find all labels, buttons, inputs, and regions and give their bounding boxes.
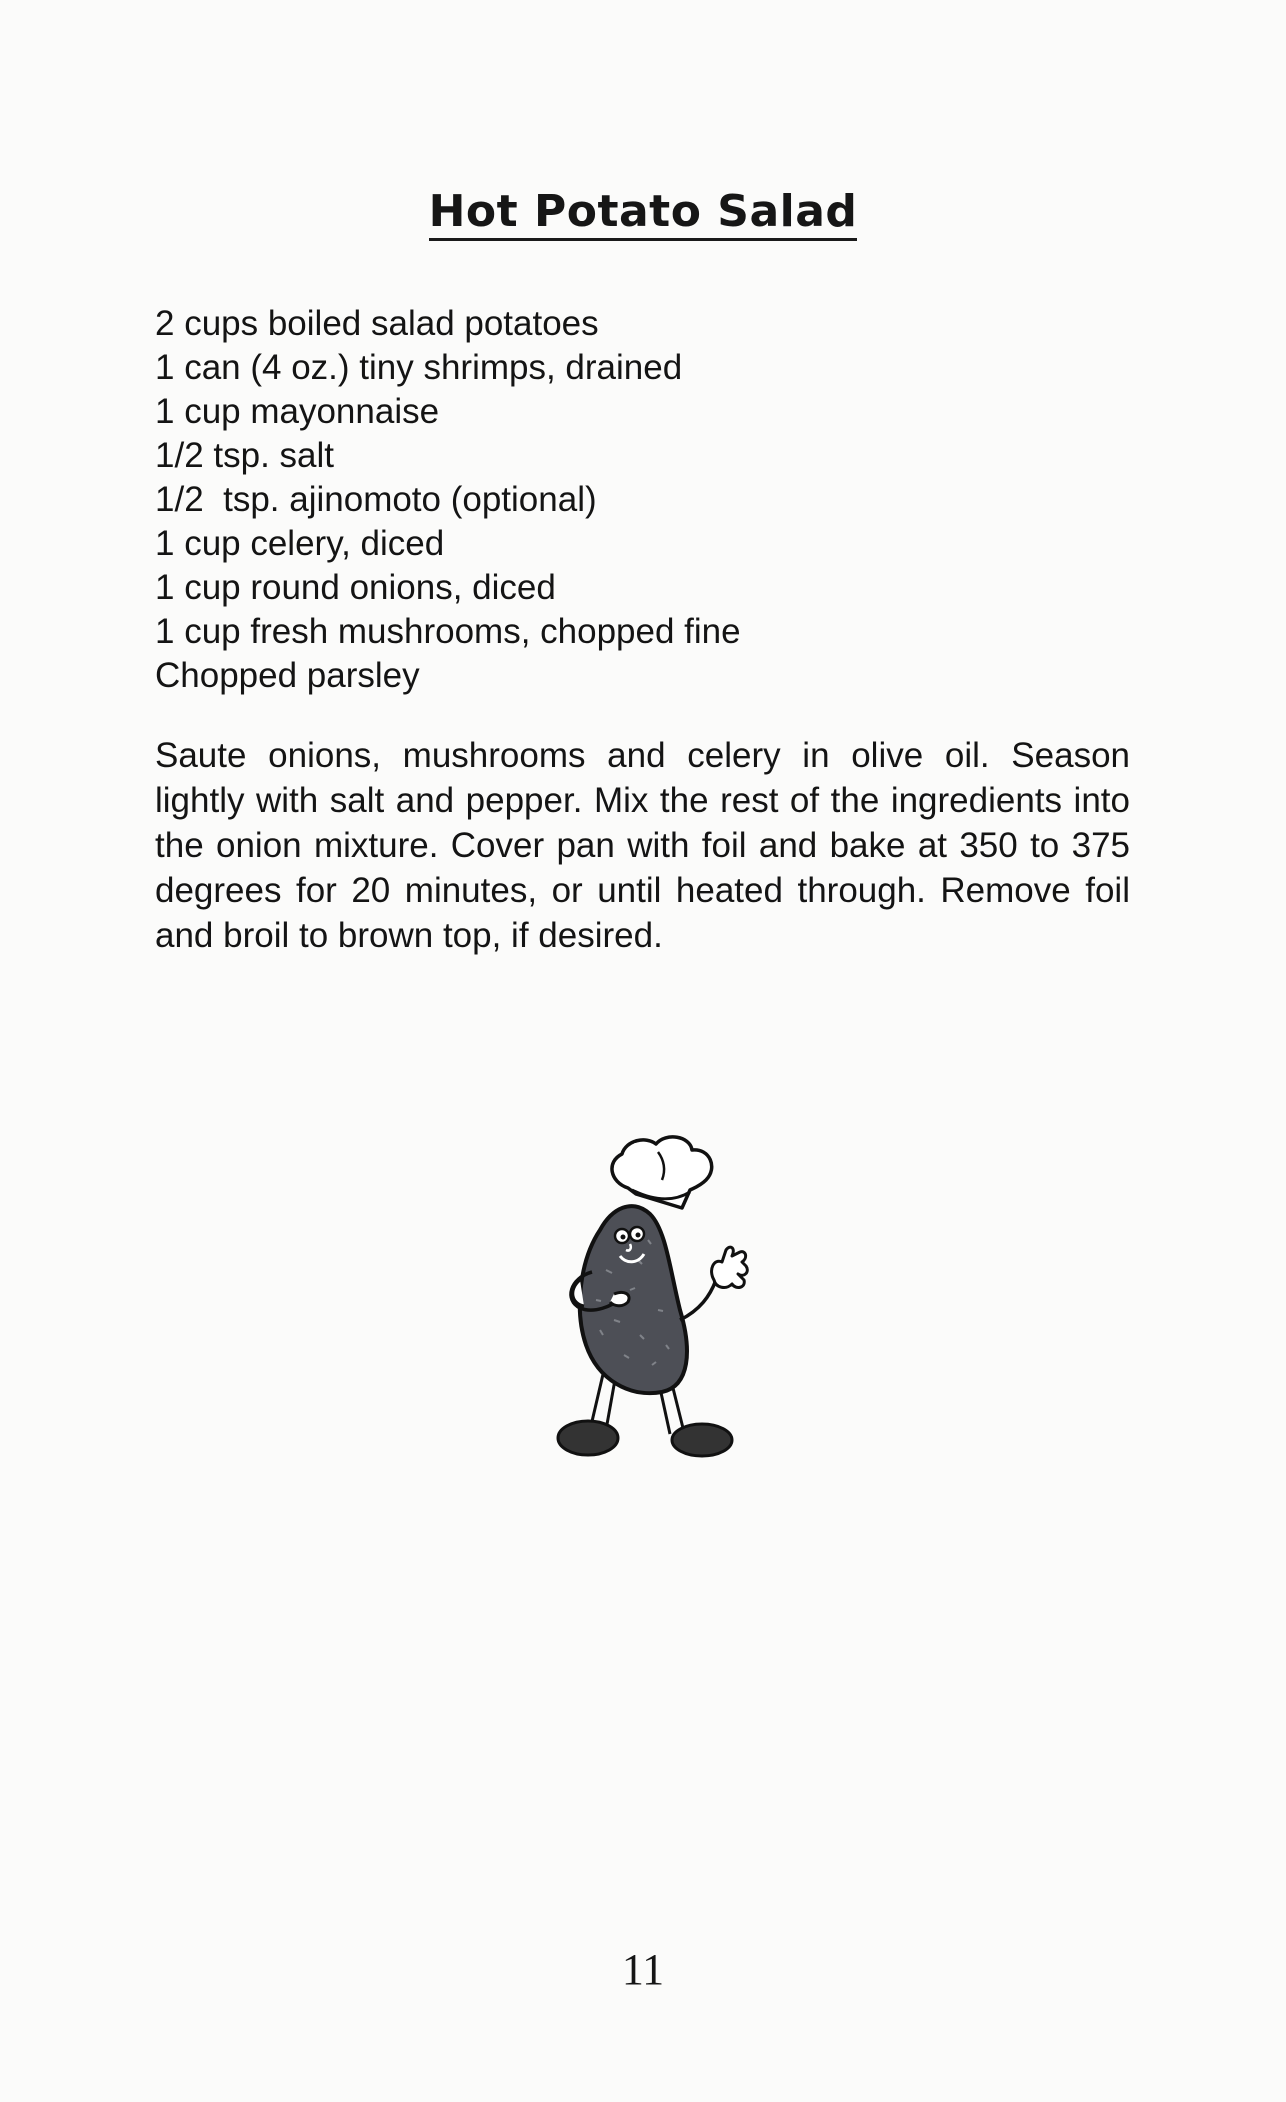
ingredient-item: 1/2 tsp. salt	[155, 436, 334, 475]
ingredient-item: 1 cup round onions, diced	[155, 568, 556, 607]
ingredient-item: 1/2 tsp. ajinomoto (optional)	[155, 480, 597, 519]
ingredient-item: 1 cup mayonnaise	[155, 392, 440, 431]
ingredient-item: 2 cups boiled salad potatoes	[155, 304, 599, 343]
ingredient-item: Chopped parsley	[155, 656, 420, 695]
recipe-instructions: Saute onions, mushrooms and celery in olive oil. Season lightly with salt and pepper. Mix the rest of the ingredients into the onion mixture. Cover pan with foil and bake at 350 to 375 degrees for 20 minutes, or until heated through. Remove foil and broil to brown top, if desired.	[155, 736, 1130, 955]
recipe-title-text: Hot Potato Salad	[429, 188, 858, 241]
ingredient-item: 1 can (4 oz.) tiny shrimps, drained	[155, 348, 683, 387]
chef-hat-icon	[612, 1137, 712, 1208]
ingredient-list	[155, 302, 741, 698]
ingredient-item: 1 cup fresh mushrooms, chopped fine	[155, 612, 741, 651]
recipe-title	[0, 186, 1286, 241]
page-number: 11	[621, 1945, 665, 1994]
ingredient-item: 1 cup celery, diced	[155, 524, 445, 563]
potato-chef-mascot-icon	[540, 1130, 790, 1460]
